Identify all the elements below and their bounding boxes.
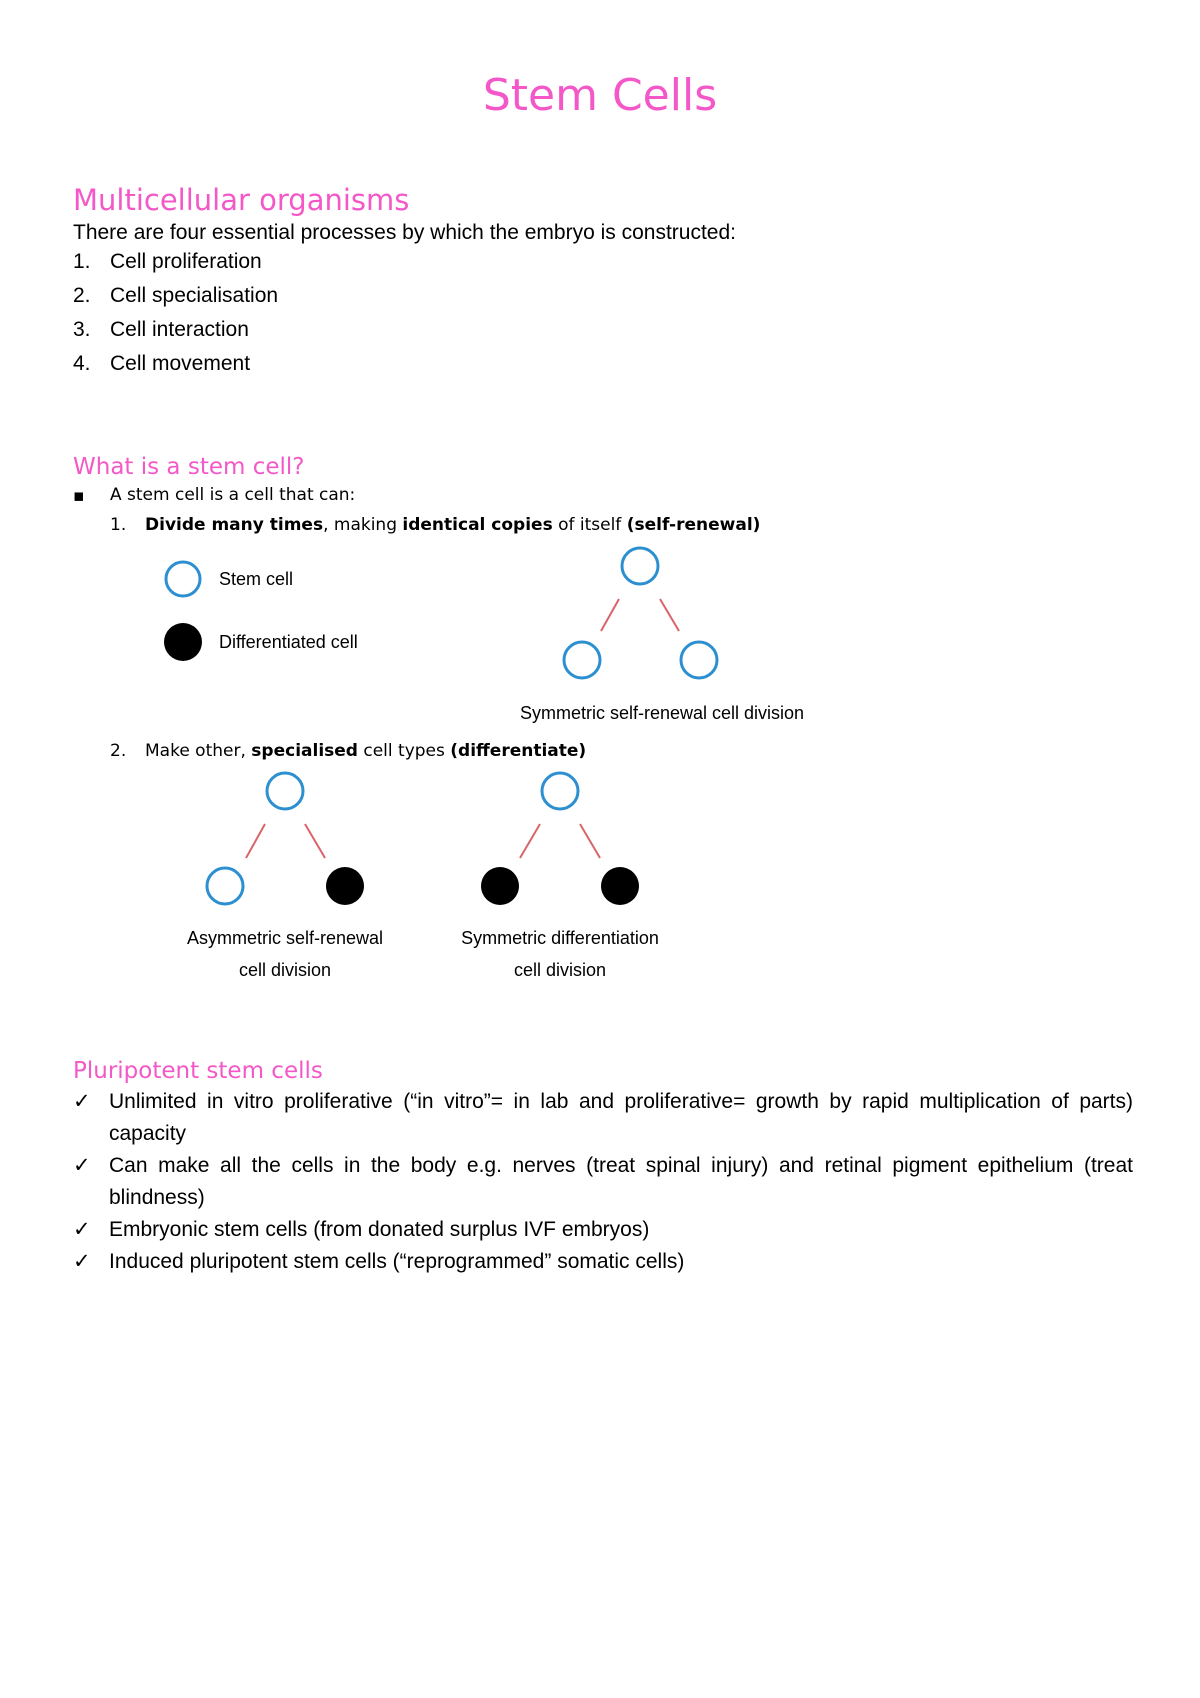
division-line (305, 824, 325, 858)
check-item-text: Induced pluripotent stem cells (“reprogrammed” somatic cells) (109, 1250, 685, 1273)
division-line (580, 824, 600, 858)
daughter-differentiated-cell (326, 867, 364, 905)
division-line (601, 599, 619, 631)
bold-text: (differentiate) (450, 741, 587, 761)
check-icon: ✓ (73, 1154, 91, 1177)
parent-stem-cell (267, 773, 303, 809)
parent-stem-cell (542, 773, 578, 809)
sym-diff-label-line1: Symmetric differentiation (461, 928, 659, 948)
plain-text: , making (323, 515, 403, 535)
list-number: 3. (73, 318, 91, 341)
processes-list (0, 248, 600, 375)
point-1-text (145, 514, 760, 536)
self-renewal-diagram (0, 540, 1200, 740)
bold-text: identical copies (402, 515, 553, 535)
page-title: Stem Cells (482, 70, 718, 121)
division-line (520, 824, 540, 858)
section-heading-what-is-stem-cell: What is a stem cell? (73, 454, 305, 480)
check-list-item (73, 1246, 1133, 1278)
plain-text: cell types (357, 741, 451, 761)
section1-intro: There are four essential processes by which the embryo is constructed: (73, 221, 736, 244)
check-item-text: Unlimited in vitro proliferative (“in vitro”= in lab and proliferative= growth by rapid multiplication of parts) capacity (109, 1090, 1133, 1145)
plain-text: of itself (552, 515, 627, 535)
bold-text: (self-renewal) (626, 515, 761, 535)
check-list-item (73, 1150, 1133, 1214)
differentiation-diagram (0, 765, 1200, 985)
section-heading-pluripotent: Pluripotent stem cells (73, 1058, 323, 1084)
check-list-item (73, 1214, 1133, 1246)
list-item: Cell proliferation (110, 250, 262, 273)
check-icon: ✓ (73, 1090, 91, 1113)
bullet-marker: ▪ (73, 486, 85, 506)
division-line (246, 824, 265, 858)
daughter-stem-cell (681, 642, 717, 678)
bold-text: specialised (251, 741, 358, 761)
check-item-text: Can make all the cells in the body e.g. nerves (treat spinal injury) and retinal pigment epithelium (treat blindness) (109, 1154, 1133, 1209)
symmetric-renewal-label: Symmetric self-renewal cell division (519, 703, 805, 723)
daughter-differentiated-cell (601, 867, 639, 905)
daughter-stem-cell (564, 642, 600, 678)
section-heading-multicellular: Multicellular organisms (73, 183, 410, 217)
bullet-text: A stem cell is a cell that can: (110, 485, 356, 505)
parent-stem-cell (622, 548, 658, 584)
asymmetric-label-line1: Asymmetric self-renewal (186, 928, 384, 948)
differentiated-cell-legend-icon (164, 623, 202, 661)
point-2-text (145, 740, 586, 762)
list-item: Cell movement (110, 352, 251, 375)
legend-diff-label: Differentiated cell (219, 632, 358, 652)
asymmetric-label-line2: cell division (238, 960, 332, 980)
daughter-stem-cell (207, 868, 243, 904)
check-icon: ✓ (73, 1250, 91, 1273)
bold-text: Divide many times (145, 515, 324, 535)
list-number: 4. (73, 352, 91, 375)
check-icon: ✓ (73, 1218, 91, 1241)
sym-diff-label-line2: cell division (513, 960, 607, 980)
point-1-number: 1. (110, 515, 127, 535)
plain-text: Make other, (145, 741, 252, 761)
list-item: Cell interaction (110, 318, 249, 341)
division-line (660, 599, 679, 631)
stem-cell-legend-icon (166, 562, 200, 596)
daughter-differentiated-cell (481, 867, 519, 905)
point-2-number: 2. (110, 741, 127, 761)
check-list-item (73, 1086, 1133, 1150)
list-number: 1. (73, 250, 91, 273)
list-number: 2. (73, 284, 91, 307)
list-item: Cell specialisation (110, 284, 279, 307)
legend-stem-label: Stem cell (219, 569, 294, 589)
check-item-text: Embryonic stem cells (from donated surplus IVF embryos) (109, 1218, 650, 1241)
